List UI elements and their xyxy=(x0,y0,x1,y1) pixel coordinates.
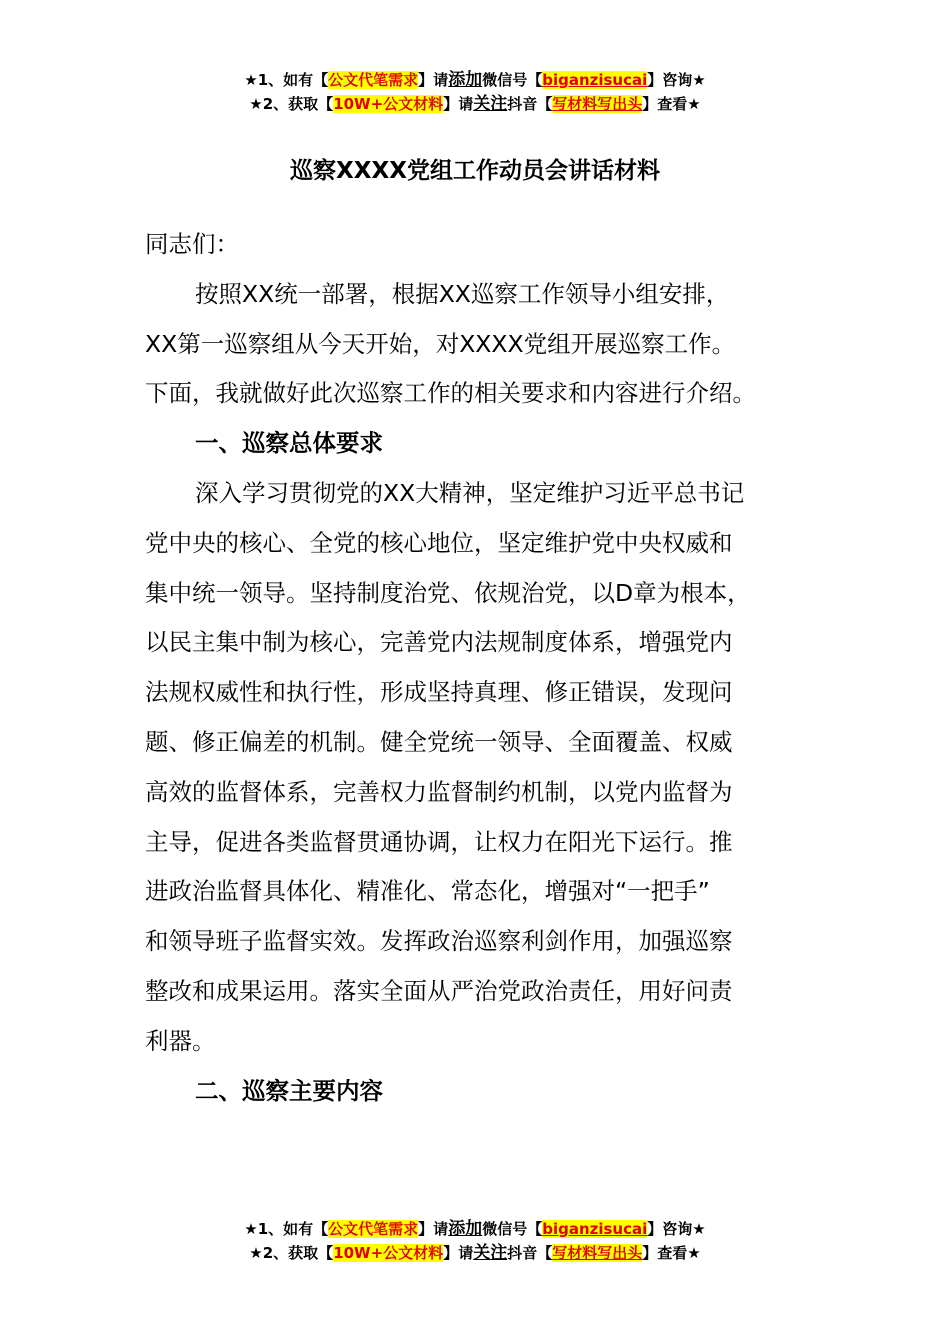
body-line: 集中统一领导。坚持制度治党、依规治党，以D章为根本， xyxy=(145,578,751,607)
body-line: 深入学习贯彻党的XX大精神，坚定维护习近平总书记 xyxy=(195,478,745,507)
body-line: 高效的监督体系，完善权力监督制约机制，以党内监督为 xyxy=(145,777,733,806)
header-banner xyxy=(0,68,950,116)
highlight-text: 公文代笔需求 xyxy=(328,1220,419,1238)
footer-banner xyxy=(0,1217,950,1265)
highlight-text: 10W+公文材料 xyxy=(333,1244,444,1262)
wechat-id: biganzisucai xyxy=(542,71,648,89)
document-body xyxy=(145,220,815,1116)
highlight-text: 10W+公文材料 xyxy=(333,95,444,113)
douyin-id: 写材料写出头 xyxy=(552,95,643,113)
document-title: 巡察XXXX党组工作动员会讲话材料 xyxy=(290,158,660,184)
banner-line-1: ★1、如有【公文代笔需求】请添加微信号【biganzisucai】咨询★ xyxy=(244,70,706,90)
body-line: 下面，我就做好此次巡察工作的相关要求和内容进行介绍。 xyxy=(145,379,756,408)
body-line: 进政治监督具体化、精准化、常态化，增强对“一把手” xyxy=(145,877,710,906)
body-line: 以民主集中制为核心，完善党内法规制度体系，增强党内 xyxy=(145,628,733,657)
body-line: 按照XX统一部署，根据XX巡察工作领导小组安排， xyxy=(195,279,730,308)
body-line: 和领导班子监督实效。发挥政治巡察利剑作用，加强巡察 xyxy=(145,927,733,956)
banner-line-2: ★2、获取【10W+公文材料】请关注抖音【写材料写出头】查看★ xyxy=(249,94,701,114)
body-line: 主导，促进各类监督贯通协调，让权力在阳光下运行。推 xyxy=(145,827,733,856)
salutation: 同志们： xyxy=(145,230,239,258)
banner-line-1: ★1、如有【公文代笔需求】请添加微信号【biganzisucai】咨询★ xyxy=(244,1219,706,1239)
section-heading: 二、巡察主要内容 xyxy=(195,1076,383,1105)
section-heading: 一、巡察总体要求 xyxy=(195,429,383,458)
body-line: 法规权威性和执行性，形成坚持真理、修正错误，发现问 xyxy=(145,678,733,707)
douyin-id: 写材料写出头 xyxy=(552,1244,643,1262)
body-line: 利器。 xyxy=(145,1026,216,1055)
wechat-id: biganzisucai xyxy=(542,1220,648,1238)
banner-line-2: ★2、获取【10W+公文材料】请关注抖音【写材料写出头】查看★ xyxy=(249,1243,701,1263)
body-line: 整改和成果运用。落实全面从严治党政治责任，用好问责 xyxy=(145,976,733,1005)
body-line: XX第一巡察组从今天开始，对XXXX党组开展巡察工作。 xyxy=(145,329,736,358)
body-line: 党中央的核心、全党的核心地位，坚定维护党中央权威和 xyxy=(145,528,733,557)
body-line: 题、修正偏差的机制。健全党统一领导、全面覆盖、权威 xyxy=(145,727,733,756)
highlight-text: 公文代笔需求 xyxy=(328,71,419,89)
